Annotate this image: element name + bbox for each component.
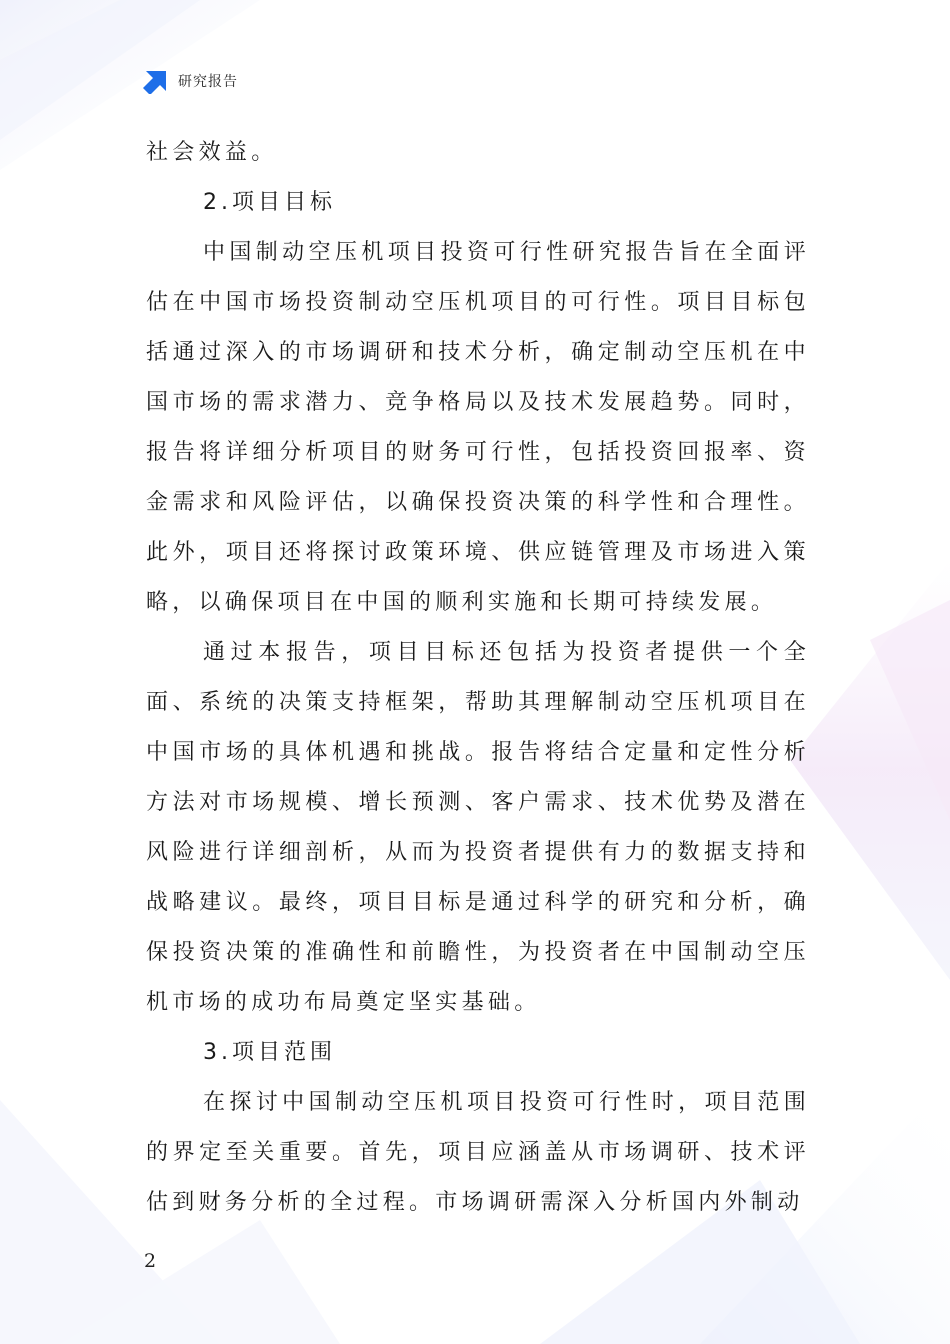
report-header (143, 68, 238, 94)
header-title: 研究报告 (178, 74, 238, 90)
arrow-up-right-icon (143, 68, 169, 94)
paragraph-continuation: 社会效益。 (146, 140, 278, 165)
paragraph-objectives-2: 通过本报告，项目目标还包括为投资者提供一个全面、系统的决策支持框架，帮助其理解制动空压机项目在中国市场的具体机遇和挑战。报告将结合定量和定性分析方法对市场规模、增长预测、客户需求、技术优势及潜在风险进行详细剖析，从而为投资者提供有力的数据支持和战略建议。最终，项目目标是通过科学的研究和分析，确保投资决策的准确性和前瞻性，为投资者在中国制动空压机市场的成功布局奠定坚实基础。 (146, 640, 810, 1015)
document-body (146, 128, 810, 1228)
section-heading-scope: 3.项目范围 (203, 1040, 336, 1065)
section-heading-objectives: 2.项目目标 (203, 190, 336, 215)
paragraph-scope-1: 在探讨中国制动空压机项目投资可行性时，项目范围的界定至关重要。首先，项目应涵盖从市场调研、技术评估到财务分析的全过程。市场调研需深入分析国内外制动 (146, 1090, 810, 1215)
paragraph-objectives-1: 中国制动空压机项目投资可行性研究报告旨在全面评估在中国市场投资制动空压机项目的可行性。项目目标包括通过深入的市场调研和技术分析，确定制动空压机在中国市场的需求潜力、竞争格局以及技术发展趋势。同时，报告将详细分析项目的财务可行性，包括投资回报率、资金需求和风险评估，以确保投资决策的科学性和合理性。此外，项目还将探讨政策环境、供应链管理及市场进入策略，以确保项目在中国的顺利实施和长期可持续发展。 (146, 240, 810, 615)
page-number: 2 (144, 1250, 157, 1272)
